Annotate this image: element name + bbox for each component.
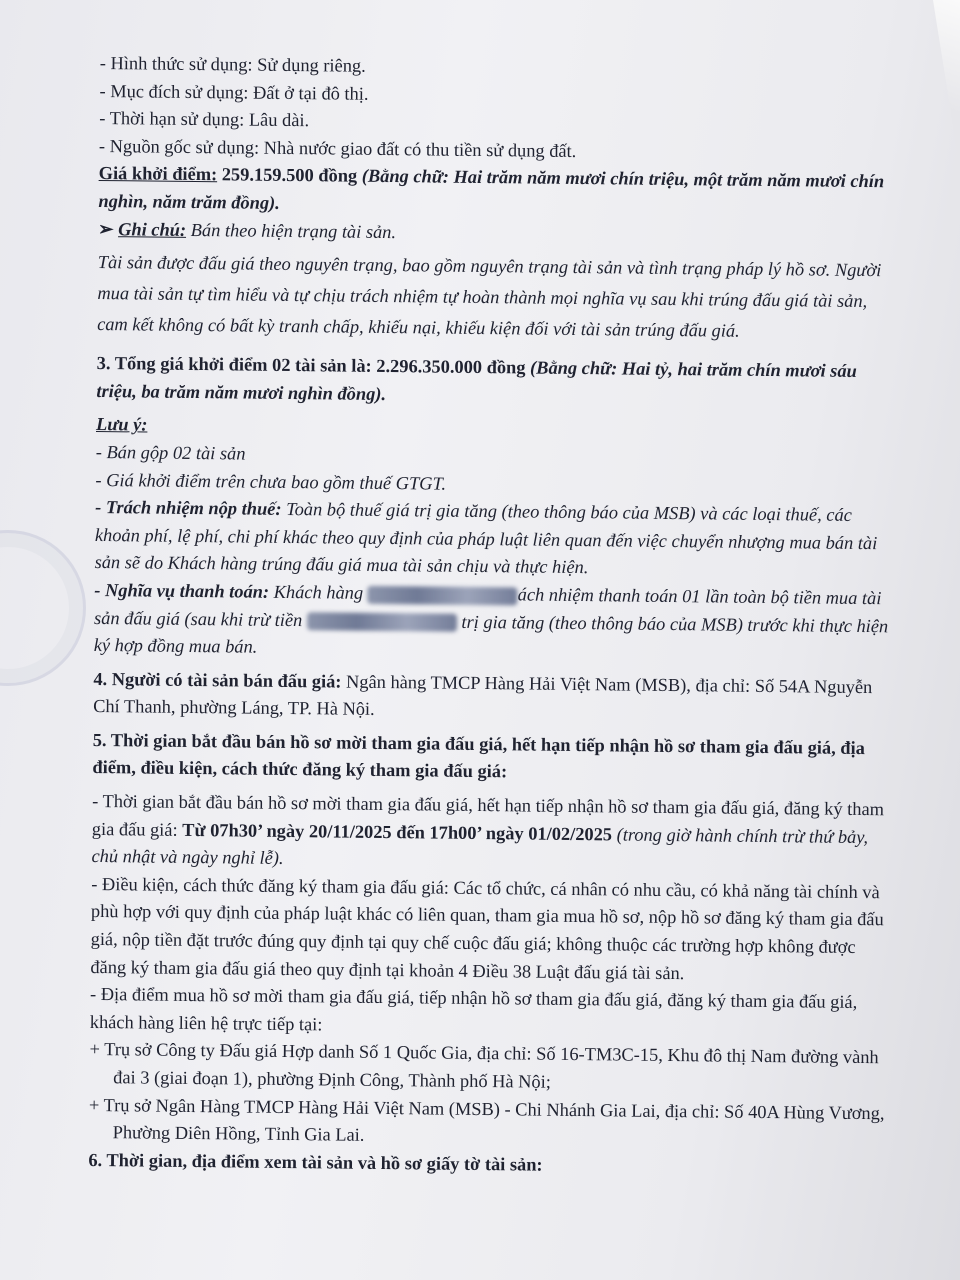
payment-obligation-label: - Nghĩa vụ thanh toán: bbox=[94, 579, 270, 602]
section-4-text: Ngân hàng TMCP Hàng Hải Việt Nam (MSB), địa chỉ: Số 54A Nguyễn Chí Thanh, phường Láng, TP. Hà Nội. bbox=[93, 671, 873, 720]
tax-responsibility-label: - Trách nhiệm nộp thuế: bbox=[95, 497, 282, 520]
note-item-combined-sale: - Bán gộp 02 tài sản bbox=[95, 441, 246, 464]
section-6-heading: 6. Thời gian, địa điểm xem tài sản và hồ sơ giấy tờ tài sản: bbox=[88, 1149, 543, 1175]
note-item-tax-responsibility bbox=[94, 494, 895, 585]
seal-stamp bbox=[0, 530, 86, 686]
section-5-time-note: (trong giờ hành chính trừ thứ bảy, chủ nhật và ngày nghỉ lễ). bbox=[91, 824, 869, 869]
section-5-time-text: - Thời gian bắt đầu bán hồ sơ mời tham gia đấu giá, hết hạn tiếp nhận hồ sơ tham gia đấu giá, đăng ký tham gia đấu giá: bbox=[91, 791, 885, 840]
section-5-conditions-item: - Điều kiện, cách thức đăng ký tham gia đấu giá: Các tổ chức, cá nhân có nhu cầu, có khả năng tài chính và phù hợp với quy định của pháp luật khác có liên quan, tham gia mua hồ sơ, nộp hồ sơ đăng ký tham gia đấu giá, nộp tiền đặt trước đúng quy định tại quy chế cuộc đấu giá; không thuộc các trường hợp không được đăng ký tham gia đấu giá theo quy định tại khoản 4 Điều 38 Luật đấu giá tài sản. bbox=[90, 873, 884, 983]
note-label: Ghi chú: bbox=[118, 218, 187, 240]
note-text: Bán theo hiện trạng tài sản. bbox=[186, 219, 397, 242]
starting-price-value: 259.159.500 đồng bbox=[217, 164, 362, 187]
payment-text-b: ách nhiệm thanh toán 01 lần toàn bộ tiền mua tài sản đấu giá (sau khi trừ tiền bbox=[93, 584, 882, 630]
starting-price bbox=[98, 160, 899, 224]
payment-text-c: trị gia tăng (theo thông báo của MSB) trước khi thực hiện ký hợp đồng mua bán. bbox=[93, 611, 889, 657]
redacted-text-2 bbox=[307, 612, 457, 632]
tax-responsibility-text: Toàn bộ thuế giá trị gia tăng (theo thông báo của MSB) và các loại thuế, các khoản phí, lệ phí, chi phí khác theo quy định của pháp luật liên quan đến việc chuyển nhượng mua bán tài sản sẽ do Khách hàng trúng đấu giá mua tài sản chịu và thực hiện. bbox=[94, 499, 878, 578]
section-5-location-item: - Địa điểm mua hồ sơ mời tham gia đấu giá, tiếp nhận hồ sơ tham gia đấu giá, đăng ký tham gia đấu giá, khách hàng liên hệ trực tiếp tại: bbox=[89, 984, 858, 1035]
starting-price-words: (Bằng chữ: Hai trăm năm mươi chín triệu, một trăm năm mươi chín nghìn, năm trăm đồng). bbox=[98, 166, 885, 213]
asset-condition-paragraph: Tài sản được đấu giá theo nguyên trạng, bao gồm nguyên trạng tài sản và tình trạng pháp lý hồ sơ. Người mua tài sản tự tìm hiểu và tự chịu trách nhiệm tự hoàn thành mọi nghĩa vụ sau khi trúng đấu giá tài sản, cam kết không có bất kỳ tranh chấp, khiếu nại, khiếu kiện đối với tài sản trúng đấu giá. bbox=[97, 252, 882, 341]
office-auction-company: + Trụ sở Công ty Đấu giá Hợp danh Số 1 Quốc Gia, địa chỉ: Số 16-TM3C-15, Khu đô thị Nam đường vành đai 3 (giai đoạn 1), phường Định Công, Thành phố Hà Nội; bbox=[89, 1039, 879, 1092]
payment-text-a: Khách hàng bbox=[268, 581, 364, 603]
note-item-vat-excluded: - Giá khởi điểm trên chưa bao gồm thuế GTGT. bbox=[95, 469, 447, 494]
usage-origin-line: - Nguồn gốc sử dụng: Nhà nước giao đất có thu tiền sử dụng đất. bbox=[98, 135, 577, 161]
section-3-total-price bbox=[96, 350, 897, 414]
section-3-words: (Bằng chữ: Hai tỷ, hai trăm chín mươi sáu triệu, ba trăm năm mươi nghìn đồng). bbox=[96, 357, 857, 404]
office-msb-gia-lai: + Trụ sở Ngân Hàng TMCP Hàng Hải Việt Nam (MSB) - Chi Nhánh Gia Lai, địa chỉ: Số 40A Hùng Vương, Phường Diên Hồng, Tỉnh Gia Lai. bbox=[88, 1094, 885, 1146]
section-5-time-item bbox=[91, 788, 892, 879]
usage-form-line: - Hình thức sử dụng: Sử dụng riêng. bbox=[99, 52, 366, 76]
usage-term-line: - Thời hạn sử dụng: Lâu dài. bbox=[99, 108, 310, 131]
page-corner bbox=[900, 0, 960, 170]
usage-purpose-line: - Mục đích sử dụng: Đất ở tại đô thị. bbox=[99, 80, 369, 104]
starting-price-label: Giá khởi điểm: bbox=[98, 163, 218, 185]
section-5-heading: 5. Thời gian bắt đầu bán hồ sơ mời tham gia đấu giá, hết hạn tiếp nhận hồ sơ tham gia đấu giá, địa điểm, điều kiện, cách thức đăng ký tham gia đấu giá: bbox=[92, 729, 865, 782]
note-item-payment-obligation bbox=[94, 577, 895, 668]
document-body bbox=[88, 50, 900, 1183]
section-5-time-range: Từ 07h30’ ngày 20/11/2025 đến 17h00’ ngày 01/02/2025 bbox=[182, 819, 613, 845]
section-4-heading: 4. Người có tài sản bán đấu giá: bbox=[93, 668, 342, 692]
section-3-heading: 3. Tổng giá khởi điểm 02 tài sản là: 2.296.350.000 đồng bbox=[96, 353, 531, 378]
arrow-bullet-icon: ➢ bbox=[98, 218, 119, 239]
redacted-text-1 bbox=[368, 586, 518, 606]
section-4-asset-owner bbox=[93, 666, 894, 730]
notes-heading: Lưu ý: bbox=[95, 414, 148, 435]
